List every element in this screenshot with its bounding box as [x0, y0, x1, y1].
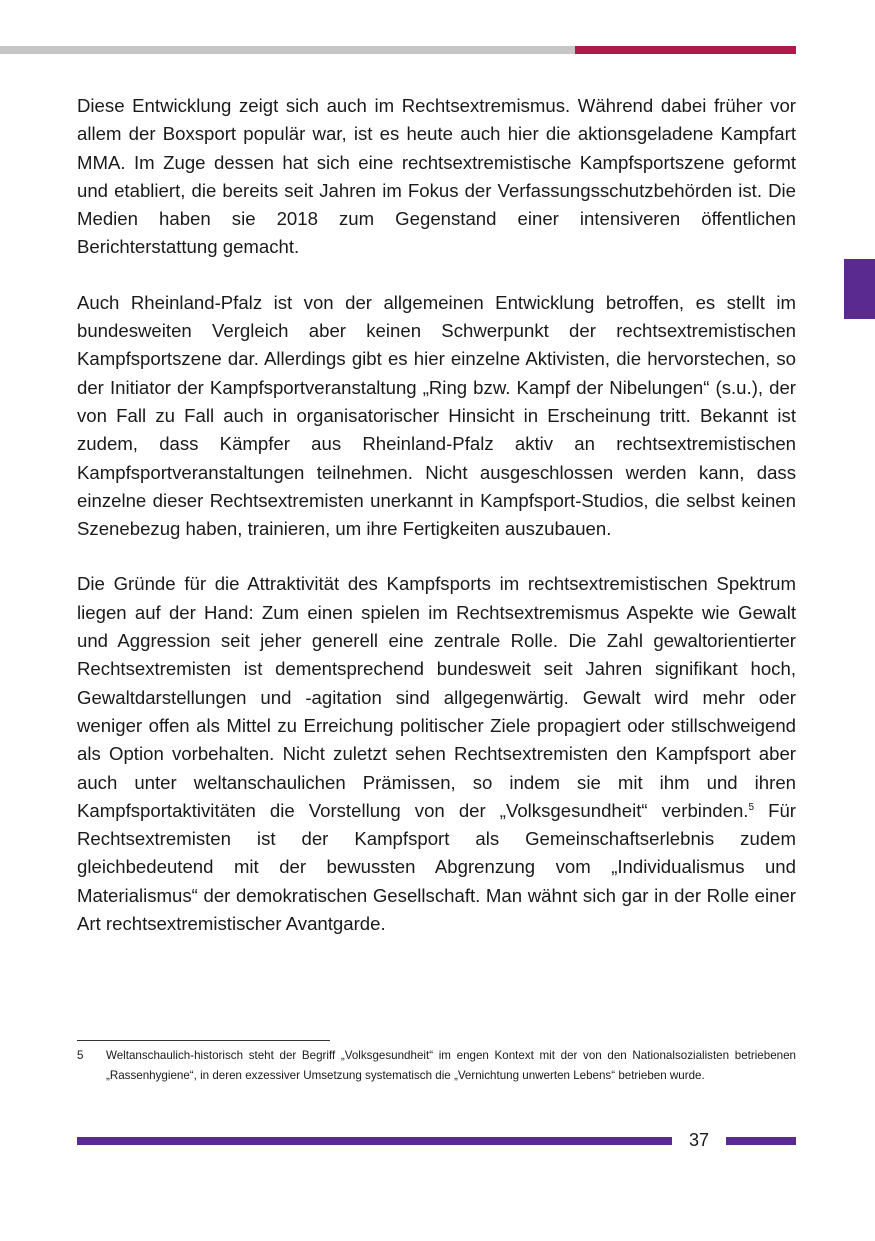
footnote-reference: 5: [748, 801, 755, 813]
footnote-number: 5: [77, 1049, 84, 1062]
paragraph-3-part-1: Die Gründe für die Attraktivität des Kampfsports im rechtsextremistischen Spektrum liegen auf der Hand: Zum einen spielen im Rechtsextremismus Aspekte wie Gewalt und Aggression seit jeher generell eine zentrale Rolle. Die Zahl gewaltorientierter Rechtsextremisten ist dementsprechend bundesweit seit Jahren signifikant hoch, Gewaltdarstellungen und -agitation sind allgegenwärtig. Gewalt wird mehr oder weniger offen als Mittel zu Erreichung politischer Ziele propagiert oder stillschweigend als Option vorbehalten. Nicht zuletzt sehen Rechtsextremisten den Kampfsport aber auch unter weltanschaulichen Prämissen, so indem sie mit ihm und ihren Kampfsportaktivitäten die Vorstellung von der „Volksgesundheit“ verbinden.: [77, 573, 796, 821]
paragraph-3-part-2: Für Rechtsextremisten ist der Kampfsport als Gemeinschaftserlebnis zudem gleichbedeutend mit der bewussten Abgrenzung vom „Individualismus und Materialismus“ der demokratischen Gesellschaft. Man wähnt sich gar in der Rolle einer Art rechtsextremistischer Avantgarde.: [77, 799, 797, 935]
bottom-rule-left: [77, 1137, 672, 1145]
paragraph-1: Diese Entwicklung zeigt sich auch im Rechtsextremismus. Während dabei früher vor allem der Boxsport populär war, ist es heute auch hier die aktionsgeladene Kampfart MMA. Im Zuge dessen hat sich eine rechtsextremistische Kampfsportszene geformt und etabliert, die bereits seit Jahren im Fokus der Verfassungsschutzbehörden ist. Die Medien haben sie 2018 zum Gegenstand einer intensiveren öffentlichen Berichterstattung gemacht.: [77, 95, 796, 258]
body-text: [77, 92, 796, 965]
bottom-rule-right: [726, 1137, 796, 1145]
chapter-side-tab: [844, 259, 875, 319]
footnote-text: Weltanschaulich-historisch steht der Begriff „Volksgesundheit“ im engen Kontext mit der von den Nationalsozialisten betriebenen „Rassenhygiene“, in deren exzessiver Umsetzung systematisch die „Vernichtung unwerten Lebens“ betrieben wurde.: [106, 1049, 796, 1082]
top-rule-gray: [0, 46, 575, 54]
footnote: [77, 1046, 796, 1085]
footnote-separator: [77, 1040, 330, 1041]
paragraph-3: [77, 570, 796, 938]
paragraph-2: Auch Rheinland-Pfalz ist von der allgemeinen Entwicklung betroffen, es stellt im bundesweiten Vergleich aber keinen Schwerpunkt der rechtsextremistischen Kampfsportszene dar. Allerdings gibt es hier einzelne Aktivisten, die hervorstechen, so der Initiator der Kampfsportveranstaltung „Ring bzw. Kampf der Nibelungen“ (s.u.), der von Fall zu Fall auch in organisatorischer Hinsicht in Erscheinung tritt. Bekannt ist zudem, dass Kämpfer aus Rheinland-Pfalz aktiv an rechtsextremistischen Kampfsportveranstaltungen teilnehmen. Nicht ausgeschlossen werden kann, dass einzelne dieser Rechtsextremisten unerkannt in Kampfsport-Studios, die selbst keinen Szenebezug haben, trainieren, um ihre Fertigkeiten auszubauen.: [77, 291, 796, 540]
top-rule-accent: [575, 46, 796, 54]
page-number: 37: [688, 1130, 710, 1150]
